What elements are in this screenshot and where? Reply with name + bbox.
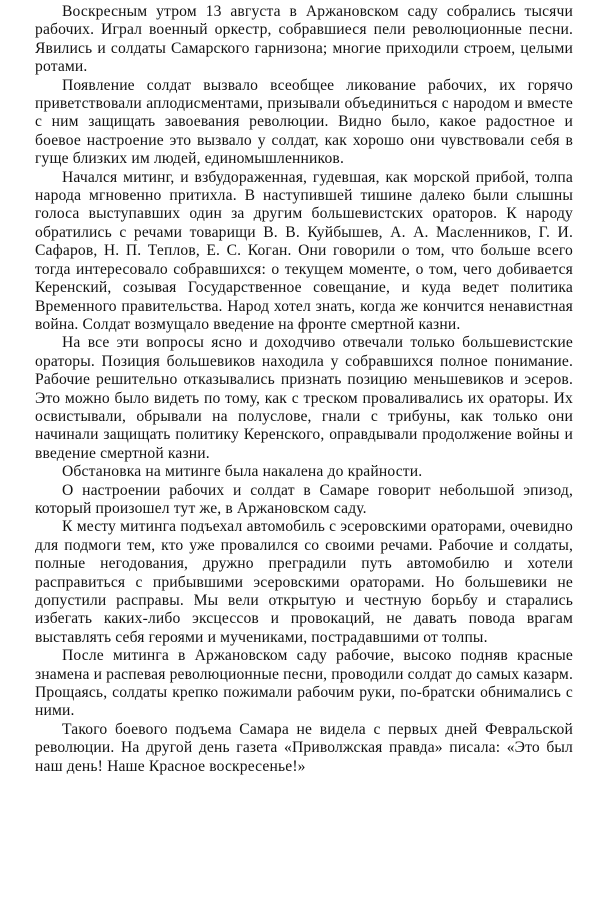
paragraph: О настроении рабочих и солдат в Самаре говорит небольшой эпизод, который произошел тут же, в Аржановском саду. <box>35 481 573 517</box>
page-text <box>35 3 573 776</box>
paragraph: Появление солдат вызвало всеобщее ликование рабочих, их горячо приветствовали аплодисментами, призывали объединиться с народом и вместе с ним защищать завоевания революции. Видно было, какое радостное и боевое настроение это вызвало у солдат, как хорошо они чувствовали себя в гуще близких им людей, единомышленников. <box>35 76 573 168</box>
paragraph: Воскресным утром 13 августа в Аржановском саду собрались тысячи рабочих. Играл военный оркестр, собравшиеся пели революционные песни. Явились и солдаты Самарского гарнизона; многие приходили строем, целыми ротами. <box>35 3 573 76</box>
paragraph: К месту митинга подъехал автомобиль с эсеровскими ораторами, очевидно для подмоги тем, кто уже провалился со своими речами. Рабочие и солдаты, полные негодования, дружно преградили путь автомобилю и хотели расправиться с прибывшими эсеровскими ораторами. Но большевики не допустили расправы. Мы вели открытую и честную борьбу и старались избегать каких-либо эксцессов и провокаций, не давать повода врагам выставлять себя героями и мучениками, пострадавшими от толпы. <box>35 518 573 646</box>
paragraph: Начался митинг, и взбудораженная, гудевшая, как морской прибой, толпа народа мгновенно притихла. В наступившей тишине далеко были слышны голоса выступавших один за другим большевистских ораторов. К народу обратились с речами товарищи В. В. Куйбышев, А. А. Масленников, Г. И. Сафаров, Н. П. Теплов, Е. С. Коган. Они говорили о том, что больше всего тогда интересовало собравшихся: о текущем моменте, о том, чего добивается Керенский, созывая Государственное совещание, и куда ведет политика Временного правительства. Народ хотел знать, когда же кончится ненавистная война. Солдат возмущало введение на фронте смертной казни. <box>35 168 573 333</box>
paragraph: На все эти вопросы ясно и доходчиво отвечали только большевистские ораторы. Позиция большевиков находила у собравшихся полное понимание. Рабочие решительно отказывались признать позицию меньшевиков и эсеров. Это можно было видеть по тому, как с треском проваливались их ораторы. Их освистывали, обрывали на полуслове, гнали с трибуны, как только они начинали защищать политику Керенского, оправдывали продолжение войны и введение смертной казни. <box>35 334 573 462</box>
paragraph: После митинга в Аржановском саду рабочие, высоко подняв красные знамена и распевая революционные песни, проводили солдат до самых казарм. Прощаясь, солдаты крепко пожимали рабочим руки, по-братски обнимались с ними. <box>35 647 573 720</box>
paragraph: Такого боевого подъема Самара не видела с первых дней Февральской революции. На другой день газета «Приволжская правда» писала: «Это был наш день! Наше Красное воскресенье!» <box>35 720 573 775</box>
paragraph: Обстановка на митинге была накалена до крайности. <box>62 463 423 481</box>
